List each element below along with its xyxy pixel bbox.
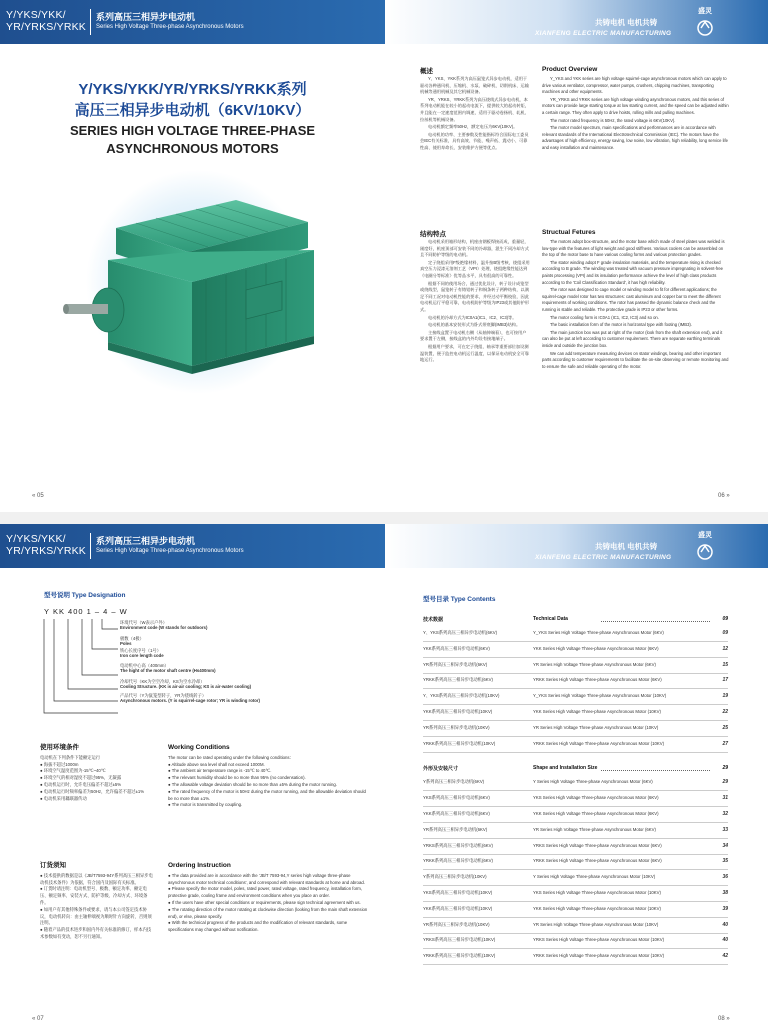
toc-row-en: YR Series High Voltage Three-phase Asynchronous Motor (10KV) [533,921,659,927]
toc-row-en: YKK Series High Voltage Three-phase Asynchronous Motor (6KV) [533,811,659,816]
toc-row-cn: YKK系列高压三相异步电动机(6KV) [423,811,490,816]
header-manufacturer: XIANFENG ELECTRIC MANUFACTURING [535,554,672,561]
toc-row-page: 40 [722,937,728,944]
ordering-instruction-en [168,863,368,934]
header-slogan: 共铸电机 电机共铸 [595,18,658,27]
designation-label-en: Asynchronous motors. (Y is squirrel-cage rotor; YR is winding rotor) [120,698,260,704]
overview-en-paragraph: YR_YRKS and YRKK series are high voltage winding asynchronous motors, and this series of motors can provide large starting torque at low starting current, and the speed can be adjusted within a certain range. They often apply to drive hoists, rolling mills and pulling machines. [542,96,729,115]
toc-row-page: 34 [722,842,728,849]
features-cn-paragraph: 根据不同的使用场合，通过优化设计，转子设计成笼型或绕线型，鼠笼转子有铸铝转子和铜条转子两种结构，以满足不同工况对电动机性能的要求，并经过动平衡校验，因此电动机运行平稳可靠，电动机防护等级为IP23或其他防护形式。 [420,280,530,312]
toc-row-en: YR Series High Voltage Three-phase Asynchronous Motor (6KV) [533,661,656,667]
overview-cn-heading: 概述 [420,68,433,75]
toc-section-heading-en: Shape and Installation Size [533,765,598,772]
overview-cn-text [420,76,530,216]
header-series-line-2: YR/YRKS/YRKK [6,21,87,33]
designation-label-en: The hight of the motor shaft centre (Hs400mm) [120,668,216,674]
page-header [0,0,768,44]
features-cn-paragraph: 电动机的基本安装形式为卧式带底脚(IMB3)结构。 [428,322,521,328]
motor-product-image [46,170,346,400]
header-divider [90,533,91,559]
working-conditions-en-heading: Working Conditions [168,744,230,751]
toc-section-heading-cn: 外形及安装尺寸 [423,766,459,773]
designation-label-en: Environment code (W stands for outdoors) [120,625,208,631]
overview-cn-paragraph: 电动机额定频率50Hz，额定电压为6KV(10KV)。 [428,124,518,130]
toc-row-cn: Y、YKS系列高压三相异步电动机(6KV) [423,630,498,635]
toc-row-page: 17 [722,677,728,684]
features-cn-paragraph: 定子绕组采用F级绝缘材料，温升按B级考核，绕组采用真空压力浸漆无溶剂工艺（VPI）处理，绕组绝缘性能达到《电圈分等标准》优等品水平，具有很高的可靠性。 [420,259,530,278]
toc-row-cn: YRKK系列高压三相异步电动机(6KV) [423,858,493,864]
features-en-paragraph: The motors adopt box-structure, and the motor base which made of steel plates was welded is low-type with the features of light weight and good stiffness. Various coolers can be assembled on the top of the motor base to have various cooling forms and various protection grades. [542,239,725,258]
working-condition-item: ● The rated frequency of the motor is 50Hz during the motor running, and the allowable deviation should be no more than ±1%. [168,788,366,801]
designation-label-cn: 环境代号（W表示户外） [120,620,168,625]
type-designation-code: Y KK 400 1 – 4 – W [44,607,128,616]
toc-row-page: 35 [722,858,728,865]
toc-row-en: YR Series High Voltage Three-phase Asynchronous Motor (10KV) [533,724,659,730]
toc-row[interactable] [423,740,728,748]
env-condition-item: ● 环境空气的相对湿度不超过95%，无凝露 [40,775,122,781]
designation-label [120,636,144,647]
designation-label-cn: 产品代号（Y为鼠笼型转子，YR为绕线转子） [120,693,207,698]
logo-text: 盛灵 [698,8,712,15]
toc-section-heading-en: Technical Data [533,616,568,622]
type-contents-heading: 型号目录 Type Contents [423,596,496,603]
toc-row-cn: YR系列高压三相异步电动机(6KV) [423,826,488,832]
toc-row-en: YRKK Series High Voltage Three-phase Asynchronous Motor (10KV) [533,953,665,959]
header-series-name [6,533,86,557]
toc-row[interactable] [423,810,728,818]
toc-row-separator [423,822,728,823]
toc-row-en: YR Series High Voltage Three-phase Asynchronous Motor (6KV) [533,826,656,832]
toc-row-separator [423,885,728,886]
features-cn-text [420,239,530,477]
toc-row-cn: YR系列高压三相异步电动机(6KV) [423,661,488,667]
header-series-name [6,9,86,33]
toc-row-page: 27 [722,740,728,747]
features-cn-paragraph: 电动机的冷却方式为IC0A1(IC1、IC2、IC3)等。 [428,314,517,320]
toc-row-separator [423,933,728,934]
toc-row[interactable] [423,842,728,850]
features-en-paragraph: The basic installation form of the motor is horizontal type with footing (IMB3). [550,322,692,328]
features-en-text [542,239,730,483]
features-en-paragraph: The main junction box was put at right of the motor (look from the shaft extension end), and it can also be put at left according to customer requirement. There are separate earthing terminals inside and outside the junction box. [542,329,723,348]
toc-row[interactable] [423,778,728,786]
toc-row-page: 22 [722,709,728,715]
type-designation-heading: 型号说明 Type Designation [44,592,126,599]
toc-row-separator [423,838,728,839]
designation-label-cn: 铁心长度序号（1号） [120,648,162,653]
designation-label-en: Iron core length code [120,653,164,659]
toc-row-cn: YKS系列高压三相异步电动机(10KV) [423,890,493,895]
toc-row-separator [423,641,728,642]
features-en-paragraph: We can add temperature measuring devices on stator windings, bearing and other important parts according to customer requirements to facilitate the on-site observing or remote monitoring and to ensure the safe and reliable operating of the motor. [542,350,729,369]
toc-row-en: YKK Series High Voltage Three-phase Asynchronous Motor (10KV) [533,709,661,714]
ordering-instruction-item: ● The data provided are in accordance with the 'JB/T 7593-94,Y series high voltage three-phase asynchronous motor technical conditions', and correspond with relevant standards at home and abroad. [168,872,365,885]
toc-row-separator [423,948,728,949]
toc-section-page: 29 [722,765,728,772]
toc-row-en: YRKK Series High Voltage Three-phase Asynchronous Motor (6KV) [533,858,662,864]
page-number-right: 06 » [718,493,730,499]
toc-row-page: 32 [722,811,728,817]
toc-row-cn: Y、YKS系列高压三相异步电动机(10KV) [423,693,500,699]
toc-row-separator [423,673,728,674]
page-number-left: « 05 [32,493,44,499]
toc-row-en: YRKS Series High Voltage Three-phase Asynchronous Motor (6KV) [533,842,662,848]
toc-row[interactable] [423,692,728,700]
toc-row-en: YKS Series High Voltage Three-phase Asynchronous Motor (6KV) [533,795,659,801]
order-notice-item: ● 技术提供的数据是以《JB/T7593-94Y系列高压三相异步电动机技术条件》为依据，符合国内及国际有关标准。 [40,872,153,885]
ordering-instruction-item: ● With the technical progress of the products and the modification of relevant standards, some specifications may changed without notification. [168,920,348,933]
toc-row-en: Y Series High Voltage Three-phase Asynchronous Motor (10KV) [533,874,656,880]
features-en-heading: Structual Fetures [542,229,596,236]
env-condition-item: ● 电动机采用耦联器传动 [40,795,87,801]
toc-row-cn: YRKK系列高压三相异步电动机(10KV) [423,740,496,746]
overview-cn-paragraph: Y、YKS、YKK系列为高压鼠笼式异步电动机，适用于驱动各种通风机、压缩机、水泵、破碎机、切削机床、运输机械等通用机械及其它机械设备。 [420,76,529,95]
toc-leader-dots [601,621,710,622]
designation-label [120,620,207,631]
toc-row-separator [423,720,728,721]
features-cn-paragraph: 电动机采用箱形结构，机座由钢板焊接而成，重量轻，刚度好，机座顶部可安装不同的冷却器，派生不同冷却方式且不同防护等级的电动机。 [420,239,529,258]
toc-row-separator [423,790,728,791]
env-condition-item: ● 电动机运行时频率偏差为50Hz，允许偏差不超过±1% [40,788,145,794]
product-title-cn-line-2: 高压三相异步电动机（6KV/10KV） [74,102,311,119]
toc-section-page: 09 [722,616,728,622]
header-slogan: 共铸电机 电机共铸 [595,542,658,551]
overview-en-paragraph: Y_YKS and YKK series are high voltage squirrel-cage asynchronous motors which can apply to drive various ventilator, compressor, water pumps, crushers, chipping machines, transporting machines and other equipments. [542,76,727,95]
toc-section-heading-cn: 技术数据 [423,617,444,623]
designation-label-en: Poles [120,641,132,647]
toc-row[interactable] [423,952,728,960]
features-cn-heading: 结构特点 [420,231,446,238]
toc-row-cn: YKK系列高压三相异步电动机(10KV) [423,709,493,714]
env-conditions-cn-heading: 使用环境条件 [40,744,79,751]
working-condition-item: ● Altitude above sea level shall not exceed 1000M. [168,761,265,767]
toc-row-cn: YRKS系列高压三相异步电动机(10KV) [423,937,496,943]
toc-row[interactable] [423,708,728,716]
env-condition-item: ● 环境空气温度范围为-15℃~40℃ [40,768,106,774]
working-condition-item: ● The allowable voltage deviation should be no more than ±5% during the motor running. [168,781,337,787]
designation-label [120,693,260,704]
toc-row-separator [423,901,728,902]
toc-row-en: YKS Series High Voltage Three-phase Asynchronous Motor (10KV) [533,890,661,895]
header-cn-title: 系列高压三相异步电动机 [96,536,196,546]
toc-row-cn: YKK系列高压三相异步电动机(6KV) [423,645,490,651]
env-condition-item: ● 电动机运行时，允许电压偏差不超过±5% [40,781,122,787]
env-condition-item: 电动机在下列条件下能额定运行 [40,754,101,760]
toc-row-page: 40 [722,921,728,928]
toc-row-en: YKK Series High Voltage Three-phase Asynchronous Motor (6KV) [533,645,659,651]
toc-row-separator [423,688,728,689]
toc-row-page: 31 [722,795,728,802]
toc-row-separator [423,657,728,658]
env-condition-item: ● 海拔不超过1000m [40,761,79,767]
toc-row-en: Y Series High Voltage Three-phase Asynchronous Motor (6KV) [533,779,653,785]
ordering-instruction-item: ● If the users have other special conditions or requirements, please sign technical agreement with us. [168,899,361,905]
toc-row-cn: YR系列高压三相异步电动机(10KV) [423,921,490,927]
designation-label [120,648,164,659]
toc-row-page: 19 [722,693,728,700]
toc-row[interactable] [423,724,728,732]
toc-row-en: YRKS Series High Voltage Three-phase Asynchronous Motor (10KV) [533,937,665,943]
header-en-title: Series High Voltage Three-phase Asynchronous Motors [96,548,244,554]
toc-row-separator [423,736,728,737]
toc-row-en: Y_YKS Series High Voltage Three-phase Asynchronous Motor (6KV) [533,630,664,635]
toc-row-separator [423,806,728,807]
working-condition-item: ● The ambient air temperature range is -15℃ to 40℃. [168,768,272,774]
overview-en-paragraph: The motor model spectrum, main specifications and performances are in accordance with relevant standards of the International Electrotechnical Commission (IEC). The motors have the advantages of high efficiency, energy saving, low noise, low vibration, high reliability, long service life and easy installation and maintenance. [542,125,728,150]
overview-en-paragraph: The motor rated frequency is 50Hz, the rated voltage is 6KV(10KV). [550,117,676,123]
features-cn-paragraph: 根据用户要求，可在定子绕组、轴承等重要部位加设测温装置，便于监控电动机运行温度，以保证电动机安全可靠地运行。 [420,343,529,363]
toc-row-en: YKK Series High Voltage Three-phase Asynchronous Motor (10KV) [533,905,661,911]
toc-row-page: 09 [722,630,728,636]
designation-label-cn: 冷却代号（KK为空空冷却，KS为空水冷却） [120,679,205,684]
page-header [0,524,768,568]
toc-row-separator [423,704,728,705]
designation-label-cn: 极数（4极） [120,636,144,641]
toc-row[interactable] [423,676,728,684]
working-condition-item: ● The motor is transmitted by coupling. [168,802,243,808]
overview-en-heading: Product Overview [542,66,598,73]
toc-row-page: 12 [722,645,728,652]
working-condition-item: ● The relevant humidity should be no more than 95% (no condensation). [168,775,306,781]
header-series-line-2: YR/YRKS/YRKK [6,545,87,557]
toc-row[interactable] [423,921,728,929]
order-notice-item: ● 订货时请注明：电动机型号、极数、额定功率、额定电压、额定频率、安装方式、防护等级、冷却方式、环境条件。 [40,886,148,905]
toc-leader-dots [601,770,710,771]
toc-section-heading[interactable] [423,765,728,773]
ordering-instruction-item: ● The rotating direction of the motor rotating at clockwise direction (looking from the main shaft extension end), or else, please specify. [168,906,368,919]
toc-row-cn: Y系列高压三相异步电动机(10KV) [423,874,487,880]
overview-en-text [542,76,730,216]
product-title-cn-line-1: Y/YKS/YKK/YR/YRKS/YRKK系列 [78,81,307,98]
product-title-en-line-1: SERIES HIGH VOLTAGE THREE-PHASE [69,123,316,138]
toc-row[interactable] [423,794,728,802]
features-en-paragraph: The stator winding adopt F grade insulation materials, and the temperature rising is checked according to B grade. The winding was treated with vacuum pressure impregnating in solvent-free paints processing (VPI) and its insulation performance achieve the level of high class products according to the 'Coil Classification Standard', it has high reliability. [542,259,724,285]
header-manufacturer: XIANFENG ELECTRIC MANUFACTURING [535,30,672,37]
designation-label-en: Cooling Structure. (KK is air-air cooling; KS is air-water cooling) [120,684,252,690]
features-en-paragraph: The motor cooling form is IC0A1 (IC1, IC2, IC3) and so on. [550,314,659,320]
header-series-line-1: Y/YKS/YKK/ [6,533,66,545]
toc-row-en: YRKK Series High Voltage Three-phase Asynchronous Motor (10KV) [533,740,665,746]
toc-row[interactable] [423,629,728,637]
toc-row[interactable] [423,889,728,897]
header-en-title: Series High Voltage Three-phase Asynchronous Motors [96,24,244,30]
order-notice-item: ● 如用户有其他特殊条件或要求，请与本公司签定技术协议，电动机转向：由主轴伸端视为顺时针方向旋转，否则须注明。 [40,906,152,926]
product-title-en-line-2: ASYNCHRONOUS MOTORS [106,141,279,156]
toc-row-page: 25 [722,724,728,731]
order-notice-cn-heading: 订货须知 [40,862,66,869]
order-notice-cn [40,863,155,941]
toc-row-page: 36 [722,874,728,881]
toc-row-page: 15 [722,661,728,668]
designation-label-cn: 电动机中心高（400mm） [120,663,169,668]
ordering-instruction-en-heading: Ordering Instruction [168,862,231,869]
working-condition-item: The motor can be rated operating under the following conditions: [168,754,291,760]
designation-label [120,679,251,690]
toc-row[interactable] [423,873,728,881]
page-number-left-2: « 07 [32,1016,44,1022]
toc-row-page: 33 [722,826,728,833]
toc-row-page: 42 [722,953,728,960]
toc-section-heading[interactable] [423,616,728,624]
toc-row-cn: YKS系列高压三相异步电动机(6KV) [423,795,490,801]
toc-row-page: 39 [722,905,728,912]
logo-text: 盛灵 [698,532,712,539]
designation-bracket-lines [40,617,120,717]
order-notice-item: ● 随着产品的技术进步和国内外有关标准的修订，样本内技术参数如有变动，恕不另行通知。 [40,927,152,939]
toc-row-cn: YR系列高压三相异步电动机(10KV) [423,724,490,730]
toc-row-separator [423,917,728,918]
toc-row-cn: YRKK系列高压三相异步电动机(10KV) [423,953,496,959]
header-cn-title: 系列高压三相异步电动机 [96,12,196,22]
toc-row-separator [423,854,728,855]
toc-row[interactable] [423,826,728,834]
features-en-paragraph: The rotor was designed to cage model or winding model to fit for different applications; the squirrel-cage model rotor has two structures: cast aluminum and copper bar to meet the different requirements of working conditions. The rotor has passed the dynamic balance check and the running is stable and reliable. The protective grade is IP23 or other forms. [542,287,721,312]
page-number-right-2: 08 » [718,1016,730,1022]
ordering-instruction-item: ● Please specify the motor model, poles, rated power, rated voltage, rated frequency, installation form, protective grade, cooling frame and environment conditions when you place an order. [168,886,363,899]
toc-row[interactable] [423,905,728,913]
env-conditions-cn [40,745,155,802]
overview-cn-paragraph: YR、YRKS、YRKK系列为高压绕线式异步电动机，本系列电动机能在较小的起动电流下，提供较大的起动转矩，并且能在一定速度范围内调速，适用于驱动卷扬机、轧机、拉丝机等机械设备。 [420,96,529,122]
toc-row-separator [423,869,728,870]
toc-row[interactable] [423,936,728,944]
spread-gap [0,512,768,524]
header-series-line-1: Y/YKS/YKK/ [6,9,66,21]
toc-row-cn: YRKK系列高压三相异步电动机(6KV) [423,677,493,683]
toc-row[interactable] [423,661,728,669]
features-cn-paragraph: 主接线盒置于电动机右侧（从轴伸端看），也可按用户要求置于左侧，接线盒的内外均设有接地端子。 [420,329,527,342]
toc-row-cn: YKK系列高压三相异步电动机(10KV) [423,905,493,911]
toc-row-en: Y_YKS Series High Voltage Three-phase Asynchronous Motor (10KV) [533,693,667,699]
toc-row[interactable] [423,645,728,653]
toc-row-page: 38 [722,890,728,896]
working-conditions-en [168,745,368,809]
header-divider [90,9,91,35]
toc-row-page: 29 [722,779,728,786]
toc-row-en: YRKK Series High Voltage Three-phase Asynchronous Motor (6KV) [533,677,662,683]
toc-row[interactable] [423,857,728,865]
overview-cn-paragraph: 电动机的功率、主要参数及性能指标符合国际电工委员会IEC有关标准，具有高效、节能、噪声低、震动小、可靠性高、使用寿命长、安装维护方便等优点。 [420,131,529,150]
toc-row-separator [423,964,728,965]
toc-row-cn: Y系列高压三相异步电动机(6KV) [423,779,485,785]
toc-row-cn: YRKS系列高压三相异步电动机(6KV) [423,842,493,848]
designation-label [120,663,216,674]
toc-row-separator [423,752,728,753]
